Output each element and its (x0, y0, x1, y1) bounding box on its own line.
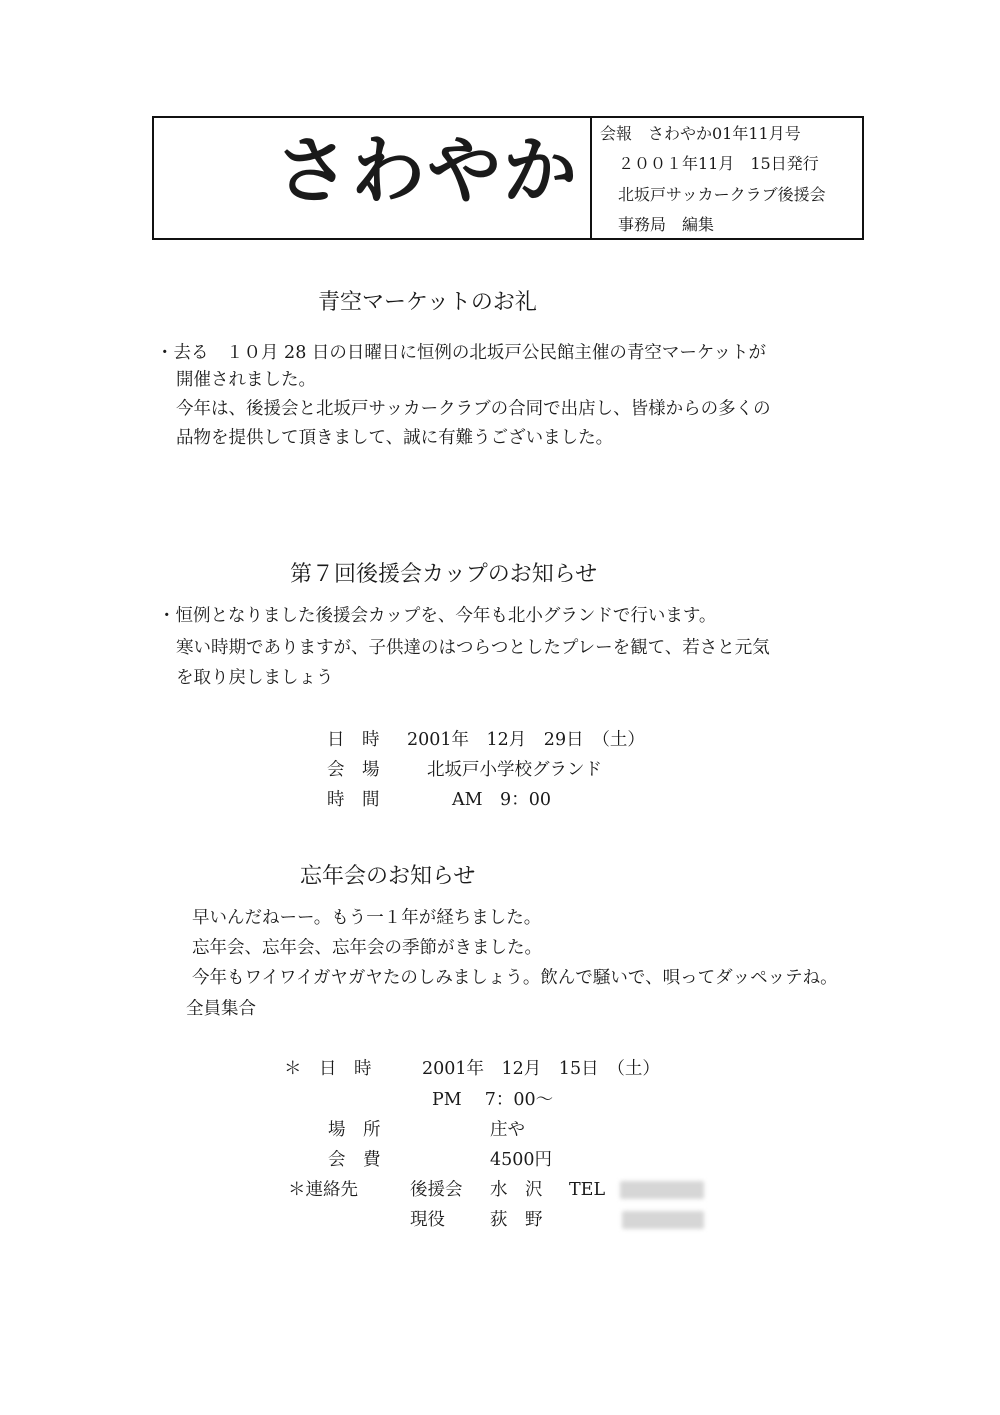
paragraph-line: 開催されました。 (176, 370, 316, 390)
paragraph-line: を取り戻しましょう (176, 668, 334, 688)
redacted-phone-1 (620, 1181, 704, 1199)
paragraph-line: 今年は、後援会と北坂戸サッカークラブの合同で出店し、皆様からの多くの (176, 399, 771, 419)
paragraph-line: ・恒例となりました後援会カップを、今年も北小グランドで行います。 (158, 606, 717, 626)
party-fee-value: 4500円 (490, 1150, 553, 1170)
editor: 事務局 編集 (618, 215, 715, 234)
publisher: 北坂戸サッカークラブ後援会 (618, 185, 826, 204)
cup-date-label: 日 時 (327, 730, 380, 750)
redacted-phone-2 (622, 1211, 704, 1229)
party-place-label: 場 所 (328, 1120, 381, 1140)
paragraph-line: 今年もワイワイガヤガヤたのしみましょう。飲んで騒いで、唄ってダッペッテね。 (192, 968, 838, 988)
paragraph-line: 品物を提供して頂きまして、誠に有難うございました。 (176, 428, 614, 448)
cup-venue-label: 会 場 (327, 760, 380, 780)
contact1-tel-label: TEL (569, 1180, 606, 1200)
paragraph-line: 全員集合 (186, 999, 256, 1019)
party-date-label: ＊ 日 時 (284, 1059, 372, 1079)
section-title-party: 忘年会のお知らせ (300, 864, 476, 889)
newsletter-logo: さわやか (275, 128, 579, 214)
contact1-role: 後援会 (410, 1180, 463, 1200)
party-place-value: 庄や (490, 1120, 525, 1140)
party-time-value: PM 7：00～ (432, 1090, 554, 1110)
paragraph-line: 早いんだねーー。もう一１年が経ちました。 (192, 908, 542, 928)
party-date-value: 2001年 12月 15日 （土） (422, 1059, 660, 1079)
section-title-cup: 第７回後援会カップのお知らせ (290, 562, 598, 587)
cup-venue-value: 北坂戸小学校グランド (427, 760, 602, 780)
paragraph-line: 忘年会、忘年会、忘年会の季節がきました。 (192, 938, 542, 958)
masthead-divider (590, 116, 592, 240)
cup-time-value: AM 9：00 (452, 790, 551, 810)
contact2-role: 現役 (410, 1210, 445, 1230)
publish-date: ２００１年11月 15日発行 (618, 154, 819, 173)
issue-line: 会報 さわやか01年11月号 (600, 124, 801, 143)
cup-date-value: 2001年 12月 29日 （土） (407, 730, 645, 750)
contact1-name: 水 沢 (490, 1180, 543, 1200)
section-title-market: 青空マーケットのお礼 (318, 290, 537, 315)
cup-time-label: 時 間 (327, 790, 380, 810)
paragraph-line: 寒い時期でありますが、子供達のはつらつとしたプレーを観て、若さと元気 (176, 638, 770, 658)
party-fee-label: 会 費 (328, 1150, 381, 1170)
contact2-name: 荻 野 (490, 1210, 543, 1230)
paragraph-line: ・去る １０月 28 日の日曜日に恒例の北坂戸公民館主催の青空マーケットが (156, 343, 767, 363)
contact-label: ＊連絡先 (288, 1180, 358, 1200)
